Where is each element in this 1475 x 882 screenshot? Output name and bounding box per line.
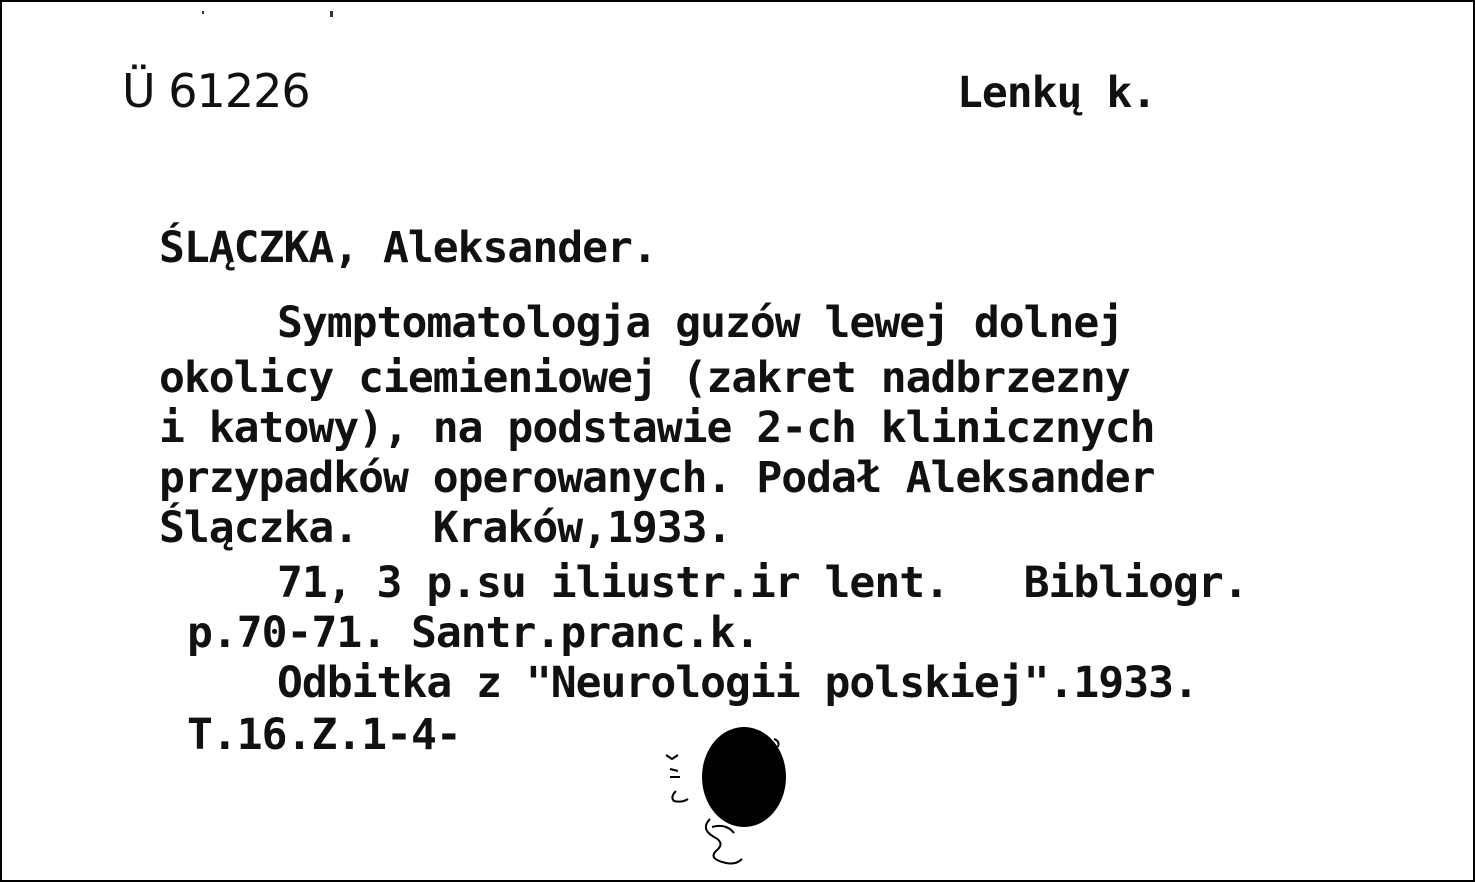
title-line: Ślączka. Kraków,1933. (159, 503, 732, 553)
title-line: i katowy), na podstawie 2-ch klinicznych (159, 403, 1155, 453)
language-note: Lenkų k. (957, 68, 1157, 118)
collation-line: 71, 3 p.su iliustr.ir lent. Bibliogr. (277, 558, 1248, 608)
collation-line: p.70-71. Santr.pranc.k. (187, 608, 760, 658)
author-heading: ŚLĄCZKA, Aleksander. (159, 223, 657, 273)
title-line: Symptomatologja guzów lewej dolnej (277, 298, 1124, 348)
title-line: okolicy ciemieniowej (zakret nadbrzezny (159, 353, 1130, 403)
shelfmark: Ü 61226 (122, 64, 310, 118)
top-edge-marks (202, 2, 342, 8)
note-line: Odbitka z "Neurologii polskiej".1933. (277, 658, 1198, 708)
title-line: przypadków operowanych. Podał Aleksander (159, 453, 1155, 503)
ink-stamp (652, 727, 802, 876)
note-line: T.16.Z.1-4- (187, 710, 461, 760)
